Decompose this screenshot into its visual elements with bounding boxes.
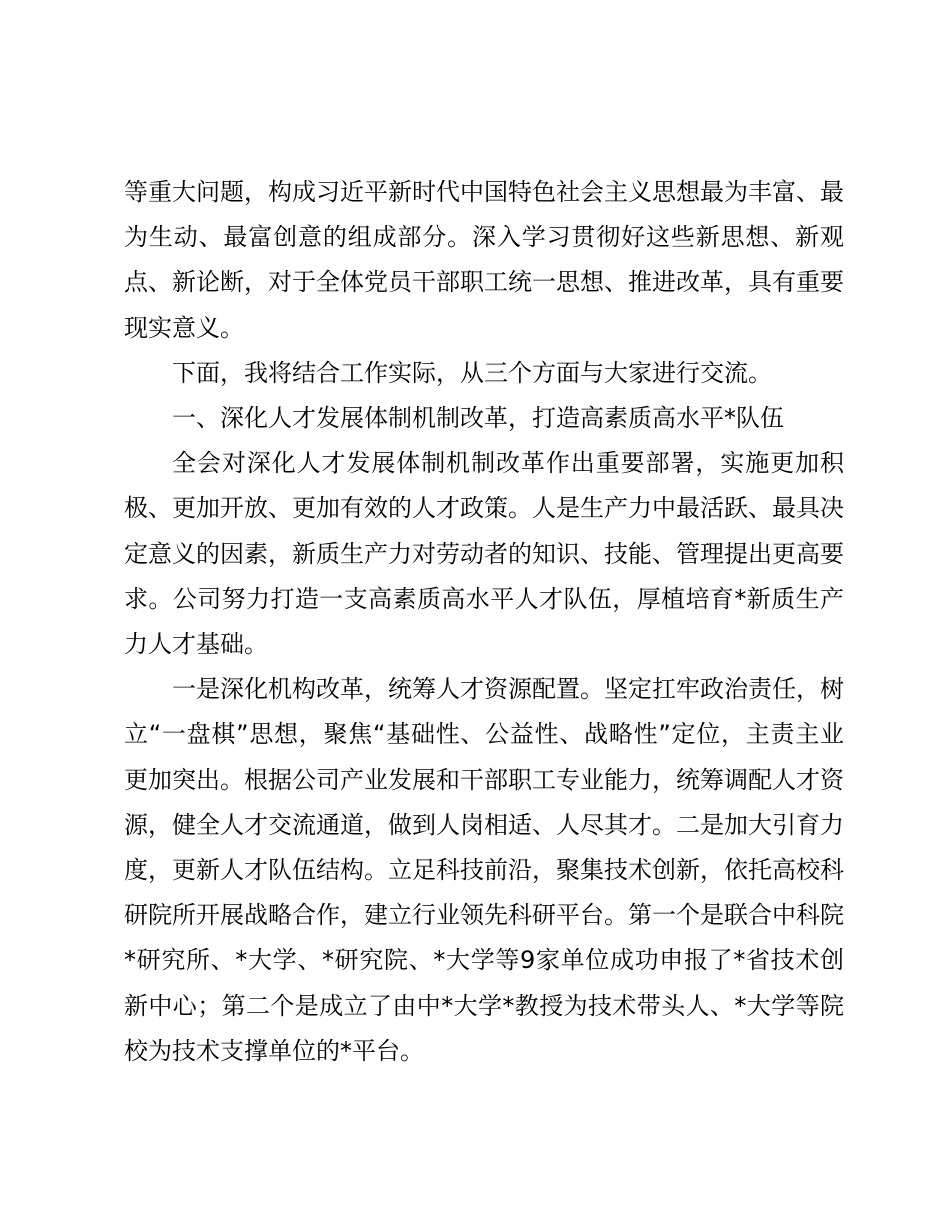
- section-heading-1: 一、深化人才发展体制机制改革，打造高素质高水平*队伍: [172, 404, 784, 433]
- paragraph-continuation: 等重大问题，构成习近平新时代中国特色社会主义思想最为丰富、最为生动、最富创意的组成部分。深入学习贯彻好这些新思想、新观点、新论断，对于全体党员干部职工统一思想、推进改革，具有重要现实意义。: [124, 178, 844, 342]
- paragraph-section-1: 全会对深化人才发展体制机制改革作出重要部署，实施更加积极、更加开放、更加有效的人才政策。人是生产力中最活跃、最具决定意义的因素，新质生产力对劳动者的知识、技能、管理提出更高要求。公司努力打造一支高素质高水平人才队伍，厚植培育*新质生产力人才基础。: [124, 449, 844, 659]
- paragraph-measures: 一是深化机构改革，统筹人才资源配置。坚定扛牢政治责任，树立“一盘棋”思想，聚焦“基础性、公益性、战略性”定位，主责主业更加突出。根据公司产业发展和干部职工专业能力，统筹调配人才资源，健全人才交流通道，做到人岗相适、人尽其才。二是加大引育力度，更新人才队伍结构。立足科技前沿，聚集技术创新，依托高校科研院所开展战略合作，建立行业领先科研平台。第一个是联合中科院*研究所、*大学、*研究院、*大学等9家单位成功申报了*省技术创新中心；第二个是成立了由中*大学*教授为技术带头人、*大学等院校为技术支撑单位的*平台。: [124, 675, 844, 1065]
- document-body: [124, 170, 844, 1074]
- paragraph-intro: 下面，我将结合工作实际，从三个方面与大家进行交流。: [172, 358, 772, 387]
